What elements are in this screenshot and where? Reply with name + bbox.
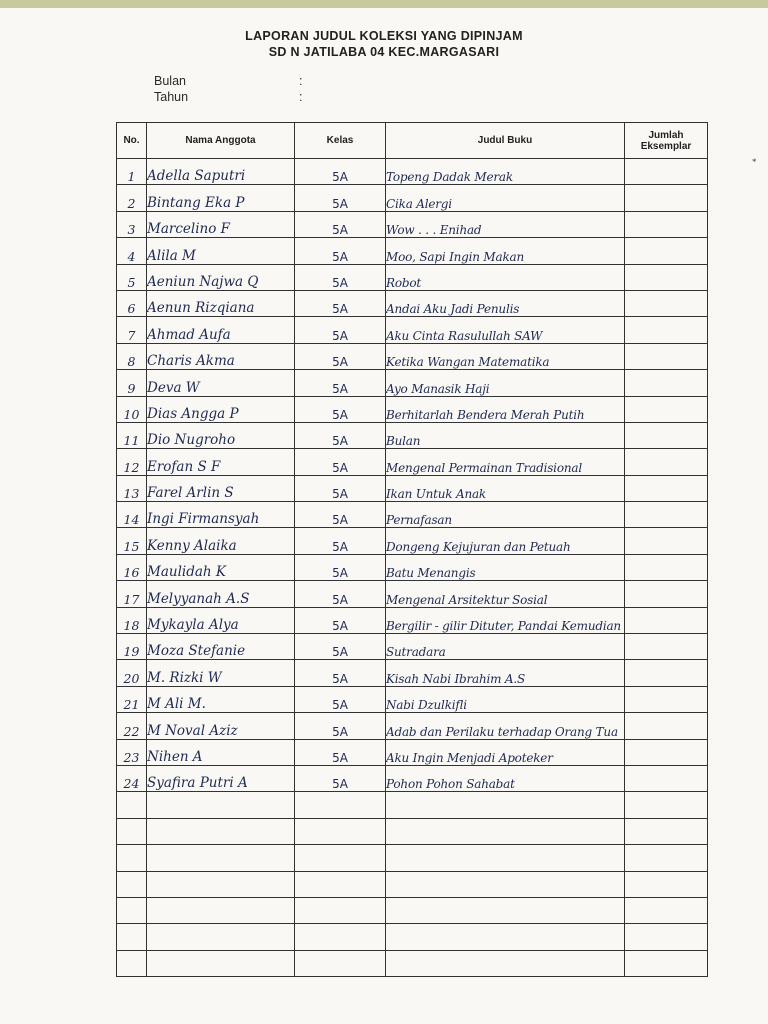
row-number: 22 [117,713,147,739]
book-title: Bulan [386,422,625,448]
class-cell: 5A [295,211,386,237]
row-number [117,871,147,897]
class-cell: 5A [295,581,386,607]
class-cell: 5A [295,765,386,791]
school-name: SD N JATILABA 04 KEC.MARGASARI [268,45,500,59]
bulan-colon: : [299,74,303,88]
book-title: Pohon Pohon Sahabat [386,765,625,791]
class-cell: 5A [295,370,386,396]
header-judul-buku: Judul Buku [386,123,625,159]
row-number: 14 [117,502,147,528]
member-name: Dias Angga P [147,396,295,422]
member-name [147,950,295,976]
member-name [147,897,295,923]
member-name: Syafira Putri A [147,765,295,791]
header-nama-anggota: Nama Anggota [147,123,295,159]
copies-count [625,950,708,976]
member-name: Adella Saputri [147,159,295,185]
table-row [117,634,708,660]
table-row [117,264,708,290]
copies-count [625,396,708,422]
member-name [147,818,295,844]
class-cell: 5A [295,502,386,528]
tahun-colon: : [299,90,303,104]
book-title: Cika Alergi [386,185,625,211]
bulan-field [154,74,303,88]
loan-report-table [116,122,708,977]
table-row [117,792,708,818]
member-name: M. Rizki W [147,660,295,686]
row-number: 17 [117,581,147,607]
class-cell: 5A [295,449,386,475]
row-number: 20 [117,660,147,686]
member-name: Dio Nugroho [147,422,295,448]
copies-count [625,897,708,923]
member-name: Ahmad Aufa [147,317,295,343]
table-row [117,475,708,501]
copies-count [625,317,708,343]
book-title: Ketika Wangan Matematika [386,343,625,369]
class-cell [295,871,386,897]
table-row [117,845,708,871]
copies-count [625,449,708,475]
book-title: Pernafasan [386,502,625,528]
book-title: Robot [386,264,625,290]
row-number: 16 [117,554,147,580]
table-row [117,370,708,396]
copies-count [625,871,708,897]
member-name: Aeniun Najwa Q [147,264,295,290]
class-cell: 5A [295,396,386,422]
copies-count [625,818,708,844]
book-title: Mengenal Permainan Tradisional [386,449,625,475]
copies-count [625,370,708,396]
copies-count [625,634,708,660]
row-number: 9 [117,370,147,396]
row-number: 11 [117,422,147,448]
book-title [386,897,625,923]
class-cell: 5A [295,607,386,633]
table-row [117,343,708,369]
book-title: Nabi Dzulkifli [386,686,625,712]
copies-count [625,159,708,185]
table-row [117,185,708,211]
member-name [147,871,295,897]
row-number: 19 [117,634,147,660]
row-number: 15 [117,528,147,554]
book-title: Ikan Untuk Anak [386,475,625,501]
member-name: M Noval Aziz [147,713,295,739]
header-no: No. [117,123,147,159]
book-title [386,818,625,844]
book-title: Mengenal Arsitektur Sosial [386,581,625,607]
row-number [117,924,147,950]
tahun-label: Tahun [154,90,189,104]
bulan-label: Bulan [154,74,186,88]
table-row [117,739,708,765]
table-row [117,422,708,448]
row-number: 3 [117,211,147,237]
row-number: 5 [117,264,147,290]
table-row [117,528,708,554]
tahun-field [154,90,303,104]
book-title: Moo, Sapi Ingin Makan [386,238,625,264]
member-name: Melyyanah A.S [147,581,295,607]
row-number: 10 [117,396,147,422]
copies-count [625,845,708,871]
row-number: 7 [117,317,147,343]
book-title: Aku Ingin Menjadi Apoteker [386,739,625,765]
copies-count [625,739,708,765]
scan-top-edge [0,0,768,8]
member-name: Farel Arlin S [147,475,295,501]
row-number [117,897,147,923]
table-row [117,554,708,580]
row-number: 4 [117,238,147,264]
table-row [117,765,708,791]
book-title [386,871,625,897]
member-name [147,792,295,818]
copies-count [625,475,708,501]
member-name [147,845,295,871]
copies-count [625,343,708,369]
member-name: Kenny Alaika [147,528,295,554]
book-title: Batu Menangis [386,554,625,580]
book-title: Wow . . . Enihad [386,211,625,237]
table-row [117,686,708,712]
class-cell: 5A [295,422,386,448]
table-row [117,897,708,923]
row-number: 2 [117,185,147,211]
book-title: Topeng Dadak Merak [386,159,625,185]
row-number: 23 [117,739,147,765]
class-cell: 5A [295,159,386,185]
class-cell: 5A [295,343,386,369]
row-number: 21 [117,686,147,712]
member-name: Marcelino F [147,211,295,237]
table-row [117,581,708,607]
book-title [386,950,625,976]
row-number: 1 [117,159,147,185]
table-header-row [117,123,708,159]
row-number: 24 [117,765,147,791]
row-number [117,845,147,871]
member-name: Ingi Firmansyah [147,502,295,528]
table-row [117,159,708,185]
class-cell: 5A [295,185,386,211]
class-cell: 5A [295,634,386,660]
row-number [117,792,147,818]
class-cell [295,924,386,950]
table-row [117,502,708,528]
book-title: Berhitarlah Bendera Merah Putih [386,396,625,422]
copies-count [625,185,708,211]
table-row [117,317,708,343]
copies-count [625,264,708,290]
member-name: Alila M [147,238,295,264]
book-title [386,792,625,818]
book-title: Dongeng Kejujuran dan Petuah [386,528,625,554]
table-row [117,290,708,316]
table-row [117,211,708,237]
row-number: 18 [117,607,147,633]
class-cell: 5A [295,686,386,712]
book-title [386,924,625,950]
copies-count [625,686,708,712]
header-jumlah-eksemplar: Jumlah Eksemplar [625,123,708,159]
class-cell: 5A [295,290,386,316]
copies-count [625,554,708,580]
table-row [117,449,708,475]
copies-count [625,713,708,739]
book-title: Kisah Nabi Ibrahim A.S [386,660,625,686]
row-number: 12 [117,449,147,475]
class-cell: 5A [295,554,386,580]
class-cell: 5A [295,317,386,343]
class-cell [295,792,386,818]
row-number: 8 [117,343,147,369]
class-cell [295,845,386,871]
class-cell: 5A [295,238,386,264]
table-row [117,660,708,686]
table-body [117,159,708,977]
member-name: Mykayla Alya [147,607,295,633]
copies-count [625,607,708,633]
table-row [117,818,708,844]
row-number: 13 [117,475,147,501]
book-title: Andai Aku Jadi Penulis [386,290,625,316]
book-title: Adab dan Perilaku terhadap Orang Tua [386,713,625,739]
copies-count [625,238,708,264]
report-title: LAPORAN JUDUL KOLEKSI YANG DIPINJAM [245,29,523,43]
class-cell: 5A [295,713,386,739]
member-name [147,924,295,950]
header-kelas: Kelas [295,123,386,159]
copies-count [625,792,708,818]
table-row [117,713,708,739]
copies-count [625,660,708,686]
copies-count [625,422,708,448]
copies-count [625,528,708,554]
class-cell: 5A [295,475,386,501]
row-number [117,950,147,976]
class-cell: 5A [295,528,386,554]
class-cell: 5A [295,739,386,765]
book-title: Sutradara [386,634,625,660]
member-name: Aenun Rizqiana [147,290,295,316]
member-name: Moza Stefanie [147,634,295,660]
table-row [117,950,708,976]
copies-count [625,290,708,316]
member-name: Bintang Eka P [147,185,295,211]
member-name: Charis Akma [147,343,295,369]
copies-count [625,765,708,791]
class-cell [295,897,386,923]
copies-count [625,924,708,950]
member-name: Deva W [147,370,295,396]
class-cell [295,950,386,976]
copies-count [625,211,708,237]
member-name: Erofan S F [147,449,295,475]
scan-speck: * [752,157,757,167]
class-cell: 5A [295,660,386,686]
member-name: Maulidah K [147,554,295,580]
book-title: Bergilir - gilir Dituter, Pandai Kemudian [386,607,625,633]
member-name: M Ali M. [147,686,295,712]
book-title: Ayo Manasik Haji [386,370,625,396]
table-row [117,871,708,897]
copies-count [625,502,708,528]
book-title [386,845,625,871]
member-name: Nihen A [147,739,295,765]
table-row [117,607,708,633]
row-number [117,818,147,844]
table-row [117,396,708,422]
class-cell [295,818,386,844]
book-title: Aku Cinta Rasulullah SAW [386,317,625,343]
copies-count [625,581,708,607]
class-cell: 5A [295,264,386,290]
row-number: 6 [117,290,147,316]
table-row [117,238,708,264]
table-row [117,924,708,950]
